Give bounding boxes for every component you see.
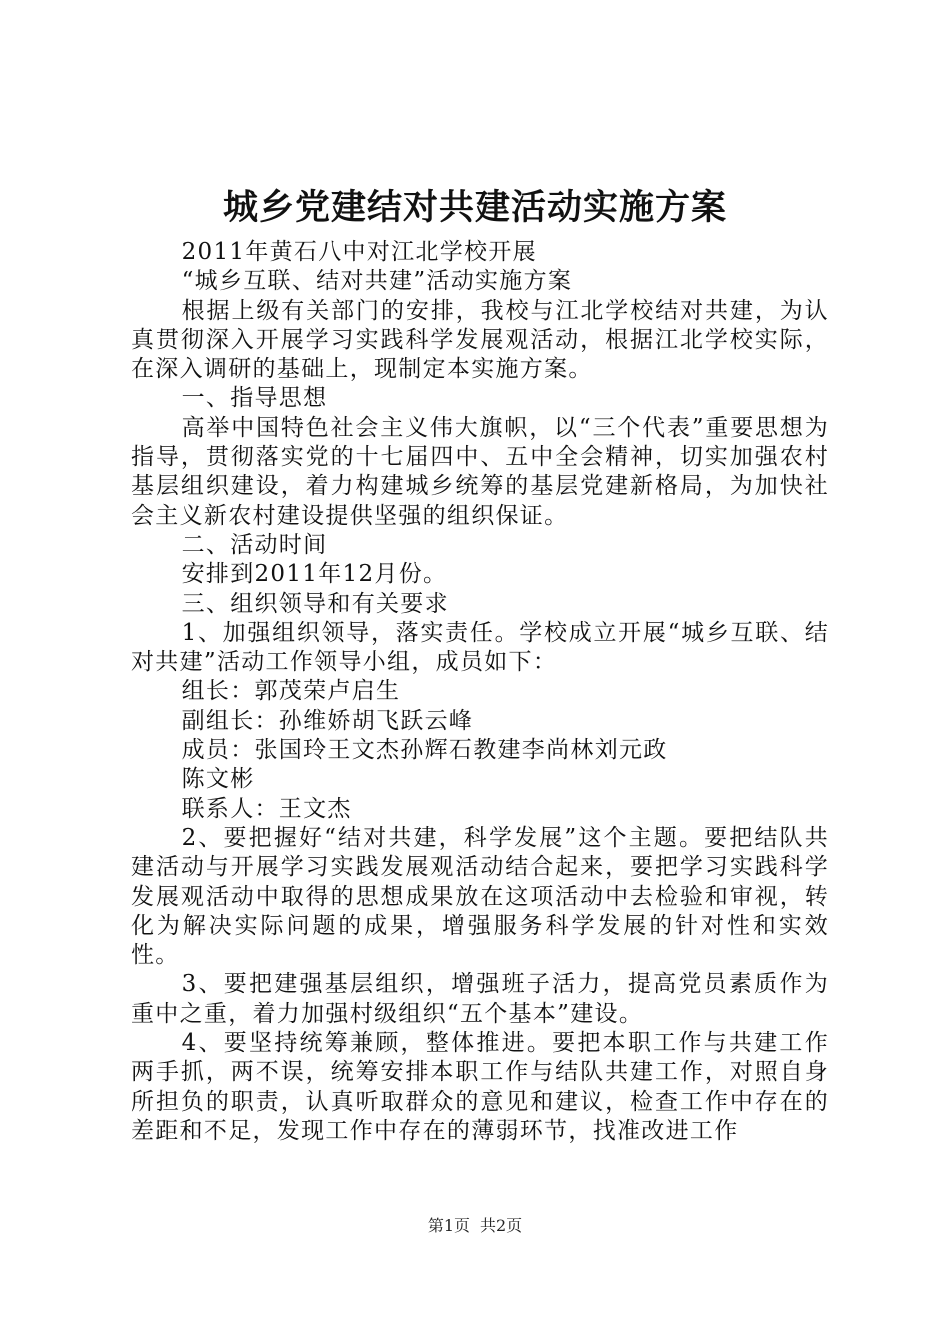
paragraph: 组长：郭茂荣卢启生 [181,678,401,705]
paragraph: 4、要坚持统筹兼顾，整体推进。要把本职工作与共建工作两手抓，两不误，统筹安排本职工作与结队共建工作，对照自身所担负的职责，认真听取群众的意见和建议，检查工作中存在的差距和不足，发现工作中存在的薄弱环节，找准改进工作 [131,1030,829,1144]
paragraph: 高举中国特色社会主义伟大旗帜，以“三个代表”重要思想为指导，贯彻落实党的十七届四中、五中全会精神，切实加强农村基层组织建设，着力构建城乡统筹的基层党建新格局，为加快社会主义新农村建设提供坚强的组织保证。 [131,414,829,529]
paragraph: 副组长：孙维娇胡飞跃云峰 [181,707,474,734]
page-number-total: 共2页 [480,1216,523,1235]
paragraph: 安排到2011年12月份。 [181,561,448,588]
document-title: 城乡党建结对共建活动实施方案 [222,187,727,228]
paragraph: 1、加强组织领导，落实责任。学校成立开展“城乡互联、结对共建”活动工作领导小组，成员如下： [131,619,829,676]
page-number-current: 第1页 [427,1216,470,1235]
paragraph: 3、要把建强基层组织，增强班子活力，提高党员素质作为重中之重，着力加强村级组织“五个基本”建设。 [131,971,829,1027]
page-footer [0,1214,950,1238]
paragraph: 成员：张国玲王文杰孙辉石教建李尚林刘元政 [181,737,668,764]
paragraph: 2011年黄石八中对江北学校开展 [181,239,537,265]
paragraph: 陈文彬 [181,766,255,793]
section-heading: 二、活动时间 [181,531,328,558]
paragraph: 联系人：王文杰 [181,795,352,822]
section-heading: 一、指导思想 [181,385,328,412]
paragraph: “城乡互联、结对共建”活动实施方案 [181,268,573,295]
paragraph: 2、要把握好“结对共建，科学发展”这个主题。要把结队共建活动与开展学习实践发展观活动结合起来，要把学习实践科学发展观活动中取得的思想成果放在这项活动中去检验和审视，转化为解决实际问题的成果，增强服务科学发展的针对性和实效性。 [131,824,829,969]
section-heading: 三、组织领导和有关要求 [181,590,449,617]
paragraph: 根据上级有关部门的安排，我校与江北学校结对共建，为认真贯彻深入开展学习实践科学发展观活动，根据江北学校实际，在深入调研的基础上，现制定本实施方案。 [131,297,829,383]
document-body [131,238,829,1146]
